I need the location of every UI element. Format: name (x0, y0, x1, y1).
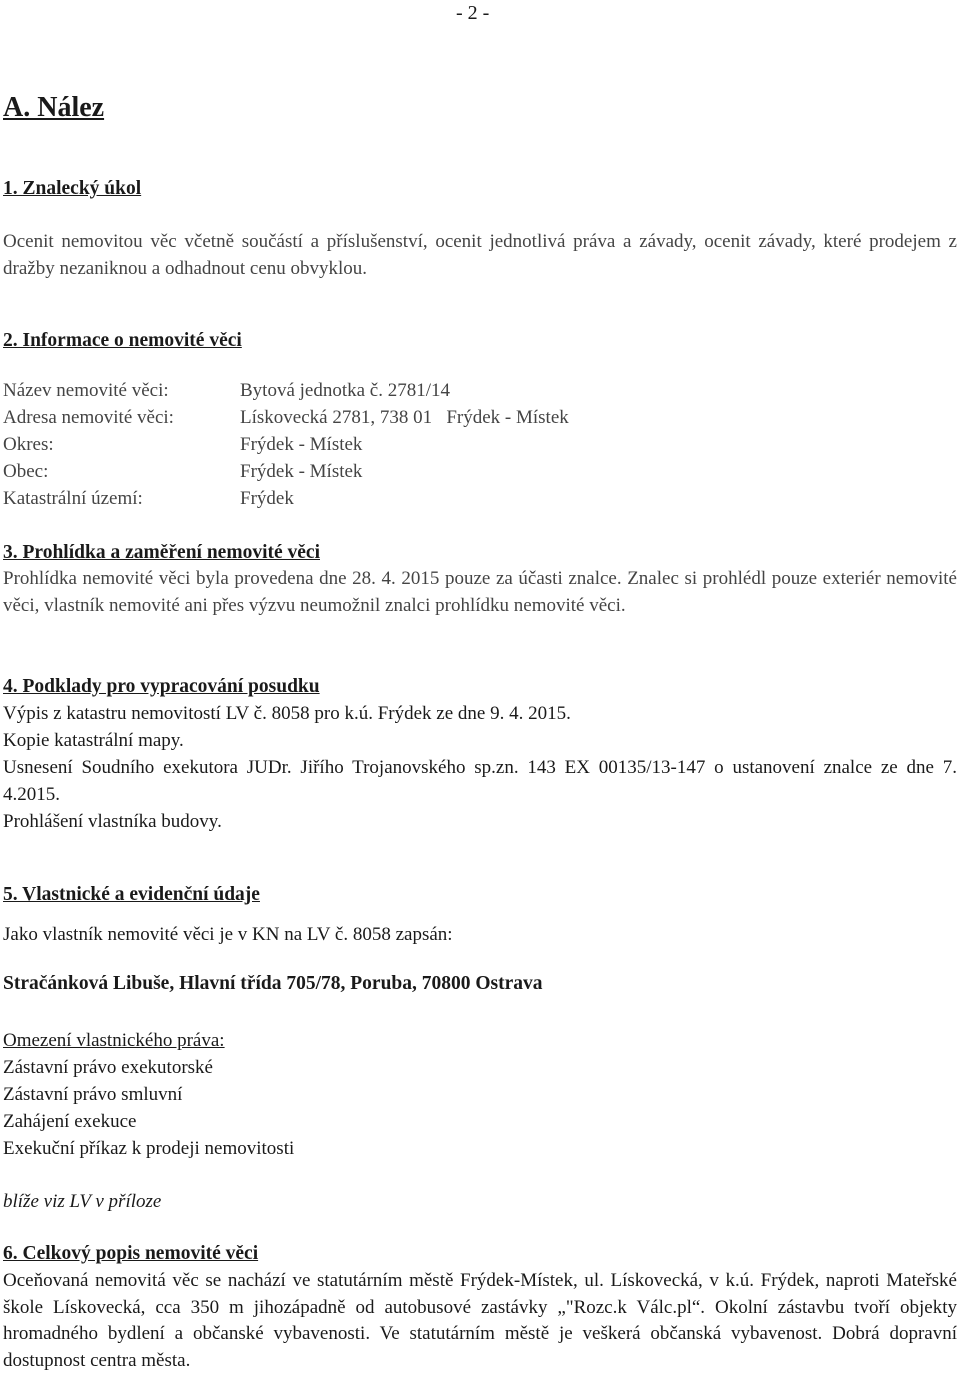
info-label: Název nemovité věci: (3, 380, 169, 401)
info-label: Okres: (3, 434, 54, 455)
source-line-1: Výpis z katastru nemovitostí LV č. 8058 pro k.ú. Frýdek ze dne 9. 4. 2015. (3, 703, 571, 724)
info-label: Adresa nemovité věci: (3, 407, 174, 428)
section-3-heading: 3. Prohlídka a zaměření nemovité věci (3, 542, 320, 563)
info-row-address (3, 405, 569, 432)
restriction-item: Zahájení exekuce (3, 1111, 137, 1132)
info-value: Lískovecká 2781, 738 01 Frýdek - Místek (240, 407, 569, 428)
section-2-heading: 2. Informace o nemovité věci (3, 330, 242, 351)
document-title: A. Nález (3, 92, 105, 123)
section-6-heading: 6. Celkový popis nemovité věci (3, 1243, 259, 1264)
lv-reference-note: blíže viz LV v příloze (3, 1191, 162, 1212)
info-value: Frýdek - Místek (240, 434, 363, 455)
section-3-text: Prohlídka nemovité věci byla provedena dne 28. 4. 2015 pouze za účasti znalce. Znalec si prohlédl pouze exteriér nemovité věci, vlastník nemovité ani přes výzvu neumožnil znalci prohlídku nemovité věci. (3, 568, 957, 616)
restriction-item: Exekuční příkaz k prodeji nemovitosti (3, 1138, 295, 1159)
info-value: Bytová jednotka č. 2781/14 (240, 380, 451, 401)
info-label: Katastrální území: (3, 488, 143, 509)
owner-intro: Jako vlastník nemovité věci je v KN na LV č. 8058 zapsán: (3, 924, 453, 945)
info-value: Frýdek (240, 488, 294, 509)
section-6-text: Oceňovaná nemovitá věc se nachází ve statutárním městě Frýdek-Místek, ul. Lískovecká, v k.ú. Frýdek, naproti Mateřské škole Lískovecká, cca 350 m jihozápadně od autobusové zastávky „"Rozc.k Válc.pl“. Okolní zástavbu tvoří objekty hromadného bydlení a občanské vybavenosti. Ve statutárním městě je veškerá občanská vybavenost. Dobrá dopravní dostupnost centra města. (3, 1270, 957, 1372)
section-1-text: Ocenit nemovitou věc včetně součástí a příslušenství, ocenit jednotlivá práva a závady, ocenit závady, které prodejem z dražby nezaniknou a odhadnout cenu obvyklou. (3, 231, 957, 279)
restriction-item: Zástavní právo exekutorské (3, 1057, 213, 1078)
info-row-name (3, 378, 450, 405)
section-1-heading: 1. Znalecký úkol (3, 178, 142, 199)
page-number: - 2 - (456, 2, 490, 24)
section-5-heading: 5. Vlastnické a evidenční údaje (3, 884, 260, 905)
source-line-4: Prohlášení vlastníka budovy. (3, 811, 222, 832)
source-line-2: Kopie katastrální mapy. (3, 730, 184, 751)
info-label: Obec: (3, 461, 49, 482)
restriction-item: Zástavní právo smluvní (3, 1084, 183, 1105)
info-value: Frýdek - Místek (240, 461, 363, 482)
info-row-cadastral-area (3, 486, 294, 513)
info-row-district (3, 432, 362, 459)
owner-name: Stračánková Libuše, Hlavní třída 705/78, Poruba, 70800 Ostrava (3, 973, 543, 994)
info-row-municipality (3, 459, 362, 486)
restrictions-heading: Omezení vlastnického práva: (3, 1030, 225, 1051)
source-line-3: Usnesení Soudního exekutora JUDr. Jiřího Trojanovského sp.zn. 143 EX 00135/13-147 o ustanovení znalce ze dne 7. 4.2015. (3, 757, 957, 805)
section-4-heading: 4. Podklady pro vypracování posudku (3, 676, 320, 697)
